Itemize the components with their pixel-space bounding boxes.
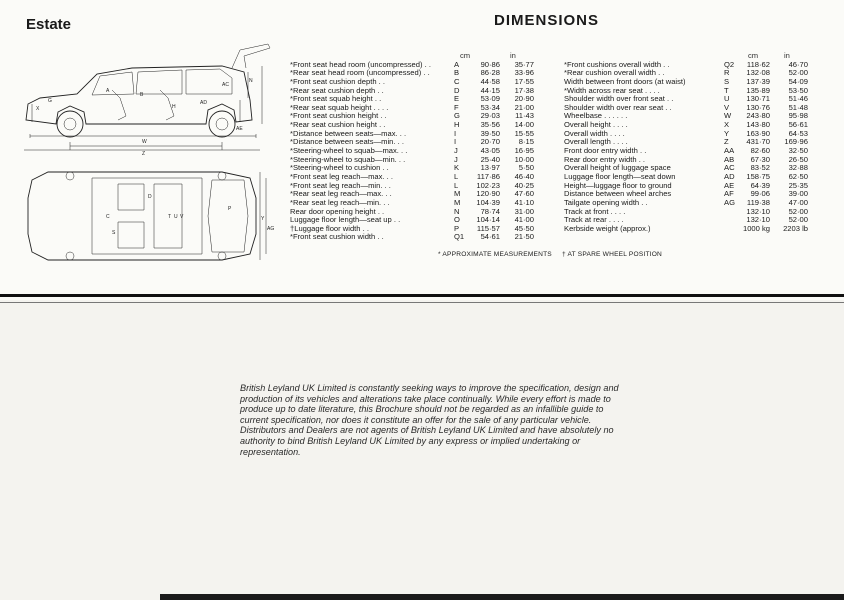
dimension-cm: 20·70 — [480, 137, 500, 147]
svg-text:T: T — [168, 214, 172, 220]
svg-text:P: P — [228, 206, 232, 212]
dimension-code: M — [454, 197, 461, 207]
dimension-code: D — [454, 85, 460, 95]
dimension-in: 41·10 — [514, 197, 534, 207]
dimension-in: 40·25 — [514, 180, 534, 190]
dimension-code: T — [724, 85, 729, 95]
svg-text:S: S — [112, 230, 116, 236]
dimension-label: Rear door entry width . . — [564, 154, 646, 164]
dimension-cm: 118·62 — [746, 59, 770, 69]
dimension-code: M — [454, 189, 461, 199]
dimension-code: J — [454, 154, 458, 164]
dimension-cm: 99·06 — [750, 189, 770, 199]
dimension-cm: 119·38 — [746, 197, 770, 207]
svg-text:Z: Z — [142, 151, 146, 157]
dimension-in: 14·00 — [514, 120, 534, 130]
bottom-edge-band — [160, 594, 844, 600]
dimension-code: AB — [724, 154, 735, 164]
dimension-cm: 115·57 — [476, 223, 500, 233]
dimension-code: K — [454, 163, 460, 173]
unit-in-header: in — [784, 51, 790, 60]
svg-text:D: D — [148, 194, 152, 200]
dimension-code: U — [724, 94, 730, 104]
dimension-cm: 130·71 — [746, 94, 770, 104]
svg-text:B: B — [140, 92, 144, 98]
dimension-code: C — [454, 76, 460, 86]
dimension-in: 46·70 — [788, 59, 808, 69]
dimension-cm: 90·86 — [480, 59, 500, 69]
dimension-in: 52·00 — [788, 68, 808, 78]
page-heading: DIMENSIONS — [494, 12, 600, 29]
plan-view-drawing — [28, 172, 274, 260]
dimension-label: Distance between wheel arches — [564, 189, 672, 199]
dimension-in: 20·90 — [514, 94, 534, 104]
dimension-cm: 158·75 — [746, 171, 770, 181]
dimension-code: AE — [724, 180, 735, 190]
dimension-cm: 102·23 — [476, 180, 500, 190]
dimension-in: 62·50 — [788, 171, 808, 181]
dimension-code: X — [724, 120, 730, 130]
dimension-in: 21·50 — [514, 232, 534, 242]
dimension-cm: 431·70 — [746, 137, 770, 147]
dimension-code: L — [454, 171, 459, 181]
footnote-approx: * APPROXIMATE MEASUREMENTS — [438, 251, 552, 258]
dimension-label: *Front cushions overall width . . — [564, 59, 670, 69]
dimension-cm: 243·80 — [746, 111, 770, 121]
dimension-in: 17·38 — [514, 85, 534, 95]
dimension-label: Overall height of luggage space — [564, 163, 671, 173]
dimension-label: Track at front . . . . — [564, 206, 626, 216]
disclaimer-paragraph: Distributors and Dealers are not agents of British Leyland UK Limited and have absolutely no authority to bind British Leyland UK Limited by any express or implied undertaking or representation. — [240, 425, 614, 457]
dimension-cm: 44·15 — [480, 85, 500, 95]
dimension-label: Height—luggage floor to ground — [564, 180, 672, 190]
dimension-in: 33·96 — [514, 68, 534, 78]
dimension-cm: 143·80 — [746, 120, 770, 130]
svg-text:AE: AE — [236, 126, 243, 132]
dimension-cm: 117·86 — [476, 171, 500, 181]
dimension-code: AA — [724, 146, 735, 156]
dimension-label: *Front seat squab height . . — [290, 94, 382, 104]
dimension-code: I — [454, 128, 457, 138]
estate-car-drawing — [22, 38, 275, 268]
section-divider — [0, 294, 844, 297]
side-view-drawing — [24, 44, 270, 157]
dimension-cm: 29·03 — [480, 111, 500, 121]
dimension-label: *Front seat cushion height . . — [290, 111, 387, 121]
dimension-label: *Rear cushion overall width . . — [564, 68, 665, 78]
svg-text:AC: AC — [222, 82, 229, 88]
dimension-label: *Front seat leg reach—max. . . — [290, 171, 393, 181]
dimensions-table-right — [564, 52, 822, 233]
dimension-label: *Rear seat leg reach—max. . . — [290, 189, 392, 199]
dimension-in: 45·50 — [514, 223, 534, 233]
svg-text:A: A — [106, 88, 110, 94]
dimension-in: 8·15 — [518, 137, 534, 147]
dimension-cm: 1000 kg — [742, 223, 770, 233]
dimension-in: 54·09 — [788, 76, 808, 86]
dimension-label: *Steering-wheel to squab—max. . . — [290, 146, 408, 156]
dimension-label: Track at rear . . . . — [564, 215, 624, 225]
dimension-cm: 35·56 — [480, 120, 500, 130]
dimension-cm: 44·58 — [480, 76, 500, 86]
dimension-label: *Steering-wheel to squab—min. . . — [290, 154, 406, 164]
dimension-in: 35·77 — [514, 59, 534, 69]
dimension-code: Z — [724, 137, 729, 147]
dimension-label: *Distance between seats—max. . . — [290, 128, 407, 138]
dimension-in: 47·00 — [788, 197, 808, 207]
dimension-cm: 163·90 — [746, 128, 770, 138]
dimension-code: V — [724, 102, 730, 112]
dimension-in: 47·60 — [514, 189, 534, 199]
dimension-code: I — [454, 137, 457, 147]
dimension-label: *Front seat cushion width . . — [290, 232, 384, 242]
svg-text:AD: AD — [200, 100, 207, 106]
dimension-label: *Steering-wheel to cushion . . — [290, 163, 389, 173]
dimension-label: Shoulder width over front seat . . — [564, 94, 674, 104]
dimension-cm: 64·39 — [750, 180, 770, 190]
dimension-in: 2203 lb — [783, 223, 808, 233]
dimension-label: *Rear seat squab height . . . . — [290, 102, 389, 112]
dimension-code: N — [454, 206, 460, 216]
dimension-cm: 135·89 — [746, 85, 770, 95]
svg-text:AG: AG — [267, 226, 275, 232]
dimension-cm: 104·39 — [476, 197, 500, 207]
svg-text:V: V — [180, 214, 184, 220]
dimension-code: B — [454, 68, 460, 78]
dimension-label: *Front seat cushion depth . . — [290, 76, 385, 86]
svg-text:C: C — [106, 214, 110, 220]
dimension-in: 95·98 — [788, 111, 808, 121]
dimension-in: 5·50 — [518, 163, 534, 173]
dimension-in: 52·00 — [788, 215, 808, 225]
dimension-in: 51·46 — [788, 94, 808, 104]
dimension-code: Y — [724, 128, 730, 138]
dimension-label: *Distance between seats—min. . . — [290, 137, 404, 147]
dimension-label: *Rear seat cushion depth . . — [290, 85, 384, 95]
dimension-code: AG — [724, 197, 735, 207]
section-title: Estate — [26, 16, 72, 33]
dimension-label: Overall width . . . . — [564, 128, 625, 138]
dimension-cm: 78·74 — [480, 206, 500, 216]
svg-text:H: H — [172, 104, 176, 110]
dimension-cm: 86·28 — [480, 68, 500, 78]
svg-text:X: X — [36, 106, 40, 112]
svg-text:Y: Y — [261, 216, 265, 222]
dimension-cm: 39·50 — [480, 128, 500, 138]
dimension-cm: 132·10 — [746, 215, 770, 225]
dimension-code: G — [454, 111, 460, 121]
dimension-label: *Rear seat leg reach—min. . . — [290, 197, 390, 207]
dimension-label: Kerbside weight (approx.) — [564, 223, 651, 233]
dimension-cm: 54·61 — [480, 232, 500, 242]
dimension-cm: 13·97 — [480, 163, 500, 173]
dimension-cm: 53·09 — [480, 94, 500, 104]
section-divider-thin — [0, 302, 844, 303]
dimension-label: Overall height . . . . — [564, 120, 628, 130]
dimension-cm: 130·76 — [746, 102, 770, 112]
svg-text:U: U — [174, 214, 178, 220]
dimension-in: 41·00 — [514, 215, 534, 225]
dimension-label: Width between front doors (at waist) — [564, 76, 686, 86]
dimension-code: W — [724, 111, 732, 121]
dimension-in: 32·50 — [788, 146, 808, 156]
dimension-code: Q2 — [724, 59, 735, 69]
dimension-code: S — [724, 76, 730, 86]
dimension-code: O — [454, 215, 460, 225]
dimension-in: 25·35 — [788, 180, 808, 190]
dimension-in: 31·00 — [514, 206, 534, 216]
dimension-label: *Front seat head room (uncompressed) . . — [290, 59, 431, 69]
dimension-cm: 132·10 — [746, 206, 770, 216]
dimensions-table-left — [290, 52, 540, 242]
dimension-label: *Front seat leg reach—min. . . — [290, 180, 391, 190]
dimension-label: Shoulder width over rear seat . . — [564, 102, 672, 112]
dimension-code: P — [454, 223, 460, 233]
dimension-label: Rear door opening height . . — [290, 206, 385, 216]
dimension-in: 11·43 — [515, 111, 534, 121]
dimension-label: Overall length . . . . — [564, 137, 628, 147]
dimension-cm: 83·52 — [750, 163, 770, 173]
dimension-code: J — [454, 146, 458, 156]
dimension-label: Luggage floor length—seat down — [564, 171, 676, 181]
dimension-code: AC — [724, 163, 735, 173]
dimension-in: 64·53 — [788, 128, 808, 138]
dimension-code: R — [724, 68, 730, 78]
dimension-in: 15·55 — [514, 128, 534, 138]
dimension-cm: 67·30 — [750, 154, 770, 164]
dimension-code: A — [454, 59, 460, 69]
dimension-code: Q1 — [454, 232, 465, 242]
footnote-spare-wheel: † AT SPARE WHEEL POSITION — [562, 251, 663, 258]
dimension-label: *Rear seat head room (uncompressed) . . — [290, 68, 430, 78]
dimension-label: Front door entry width . . — [564, 146, 647, 156]
dimension-cm: 120·90 — [476, 189, 500, 199]
dimension-in: 56·61 — [788, 120, 808, 130]
unit-cm-header: cm — [460, 51, 471, 60]
dimension-cm: 132·08 — [746, 68, 770, 78]
svg-text:N: N — [249, 78, 253, 84]
dimension-label: *Width across rear seat . . . . — [564, 85, 660, 95]
dimension-in: 169·96 — [784, 137, 808, 147]
dimension-in: 51·48 — [788, 102, 808, 112]
dimension-cm: 104·14 — [476, 215, 500, 225]
unit-cm-header: cm — [748, 51, 759, 60]
dimension-label: †Luggage floor width . . — [290, 223, 369, 233]
dimension-in: 32·88 — [788, 163, 808, 173]
dimension-in: 17·55 — [514, 76, 534, 86]
disclaimer-paragraph: British Leyland UK Limited is constantly seeking ways to improve the specification, design and production of its vehicles and alterations take place continually. While every effort is made to produce up to date literature, this Brochure should not be regarded as an infallible guide to current specification, nor does it constitute an offer for the sale of any particular vehicle. — [240, 383, 619, 425]
dimension-in: 52·00 — [788, 206, 808, 216]
dimension-cm: 82·60 — [750, 146, 770, 156]
car-drawings — [22, 38, 275, 268]
dimension-in: 39·00 — [788, 189, 808, 199]
disclaimer — [240, 383, 620, 457]
dimension-in: 53·50 — [788, 85, 808, 95]
dimension-row — [564, 225, 822, 234]
dimension-label: Luggage floor length—seat up . . — [290, 215, 401, 225]
dimension-row — [290, 233, 540, 242]
svg-text:W: W — [142, 139, 147, 145]
dimension-label: Tailgate opening width . . — [564, 197, 648, 207]
dimension-in: 10·00 — [514, 154, 534, 164]
dimension-cm: 53·34 — [480, 102, 500, 112]
dimension-cm: 43·05 — [480, 146, 500, 156]
dimension-label: Wheelbase . . . . . . — [564, 111, 628, 121]
unit-in-header: in — [510, 51, 516, 60]
dimension-cm: 25·40 — [480, 154, 500, 164]
dimension-code: E — [454, 94, 460, 104]
dimension-label: *Rear seat cushion height . . — [290, 120, 386, 130]
svg-text:G: G — [48, 98, 52, 104]
dimension-code: L — [454, 180, 459, 190]
dimension-cm: 137·39 — [746, 76, 770, 86]
dimension-in: 16·95 — [514, 146, 534, 156]
dimension-code: AD — [724, 171, 735, 181]
dimension-code: AF — [724, 189, 734, 199]
dimension-code: H — [454, 120, 460, 130]
dimension-in: 26·50 — [788, 154, 808, 164]
dimension-in: 46·40 — [514, 171, 534, 181]
dimension-code: F — [454, 102, 459, 112]
dimension-in: 21·00 — [514, 102, 534, 112]
